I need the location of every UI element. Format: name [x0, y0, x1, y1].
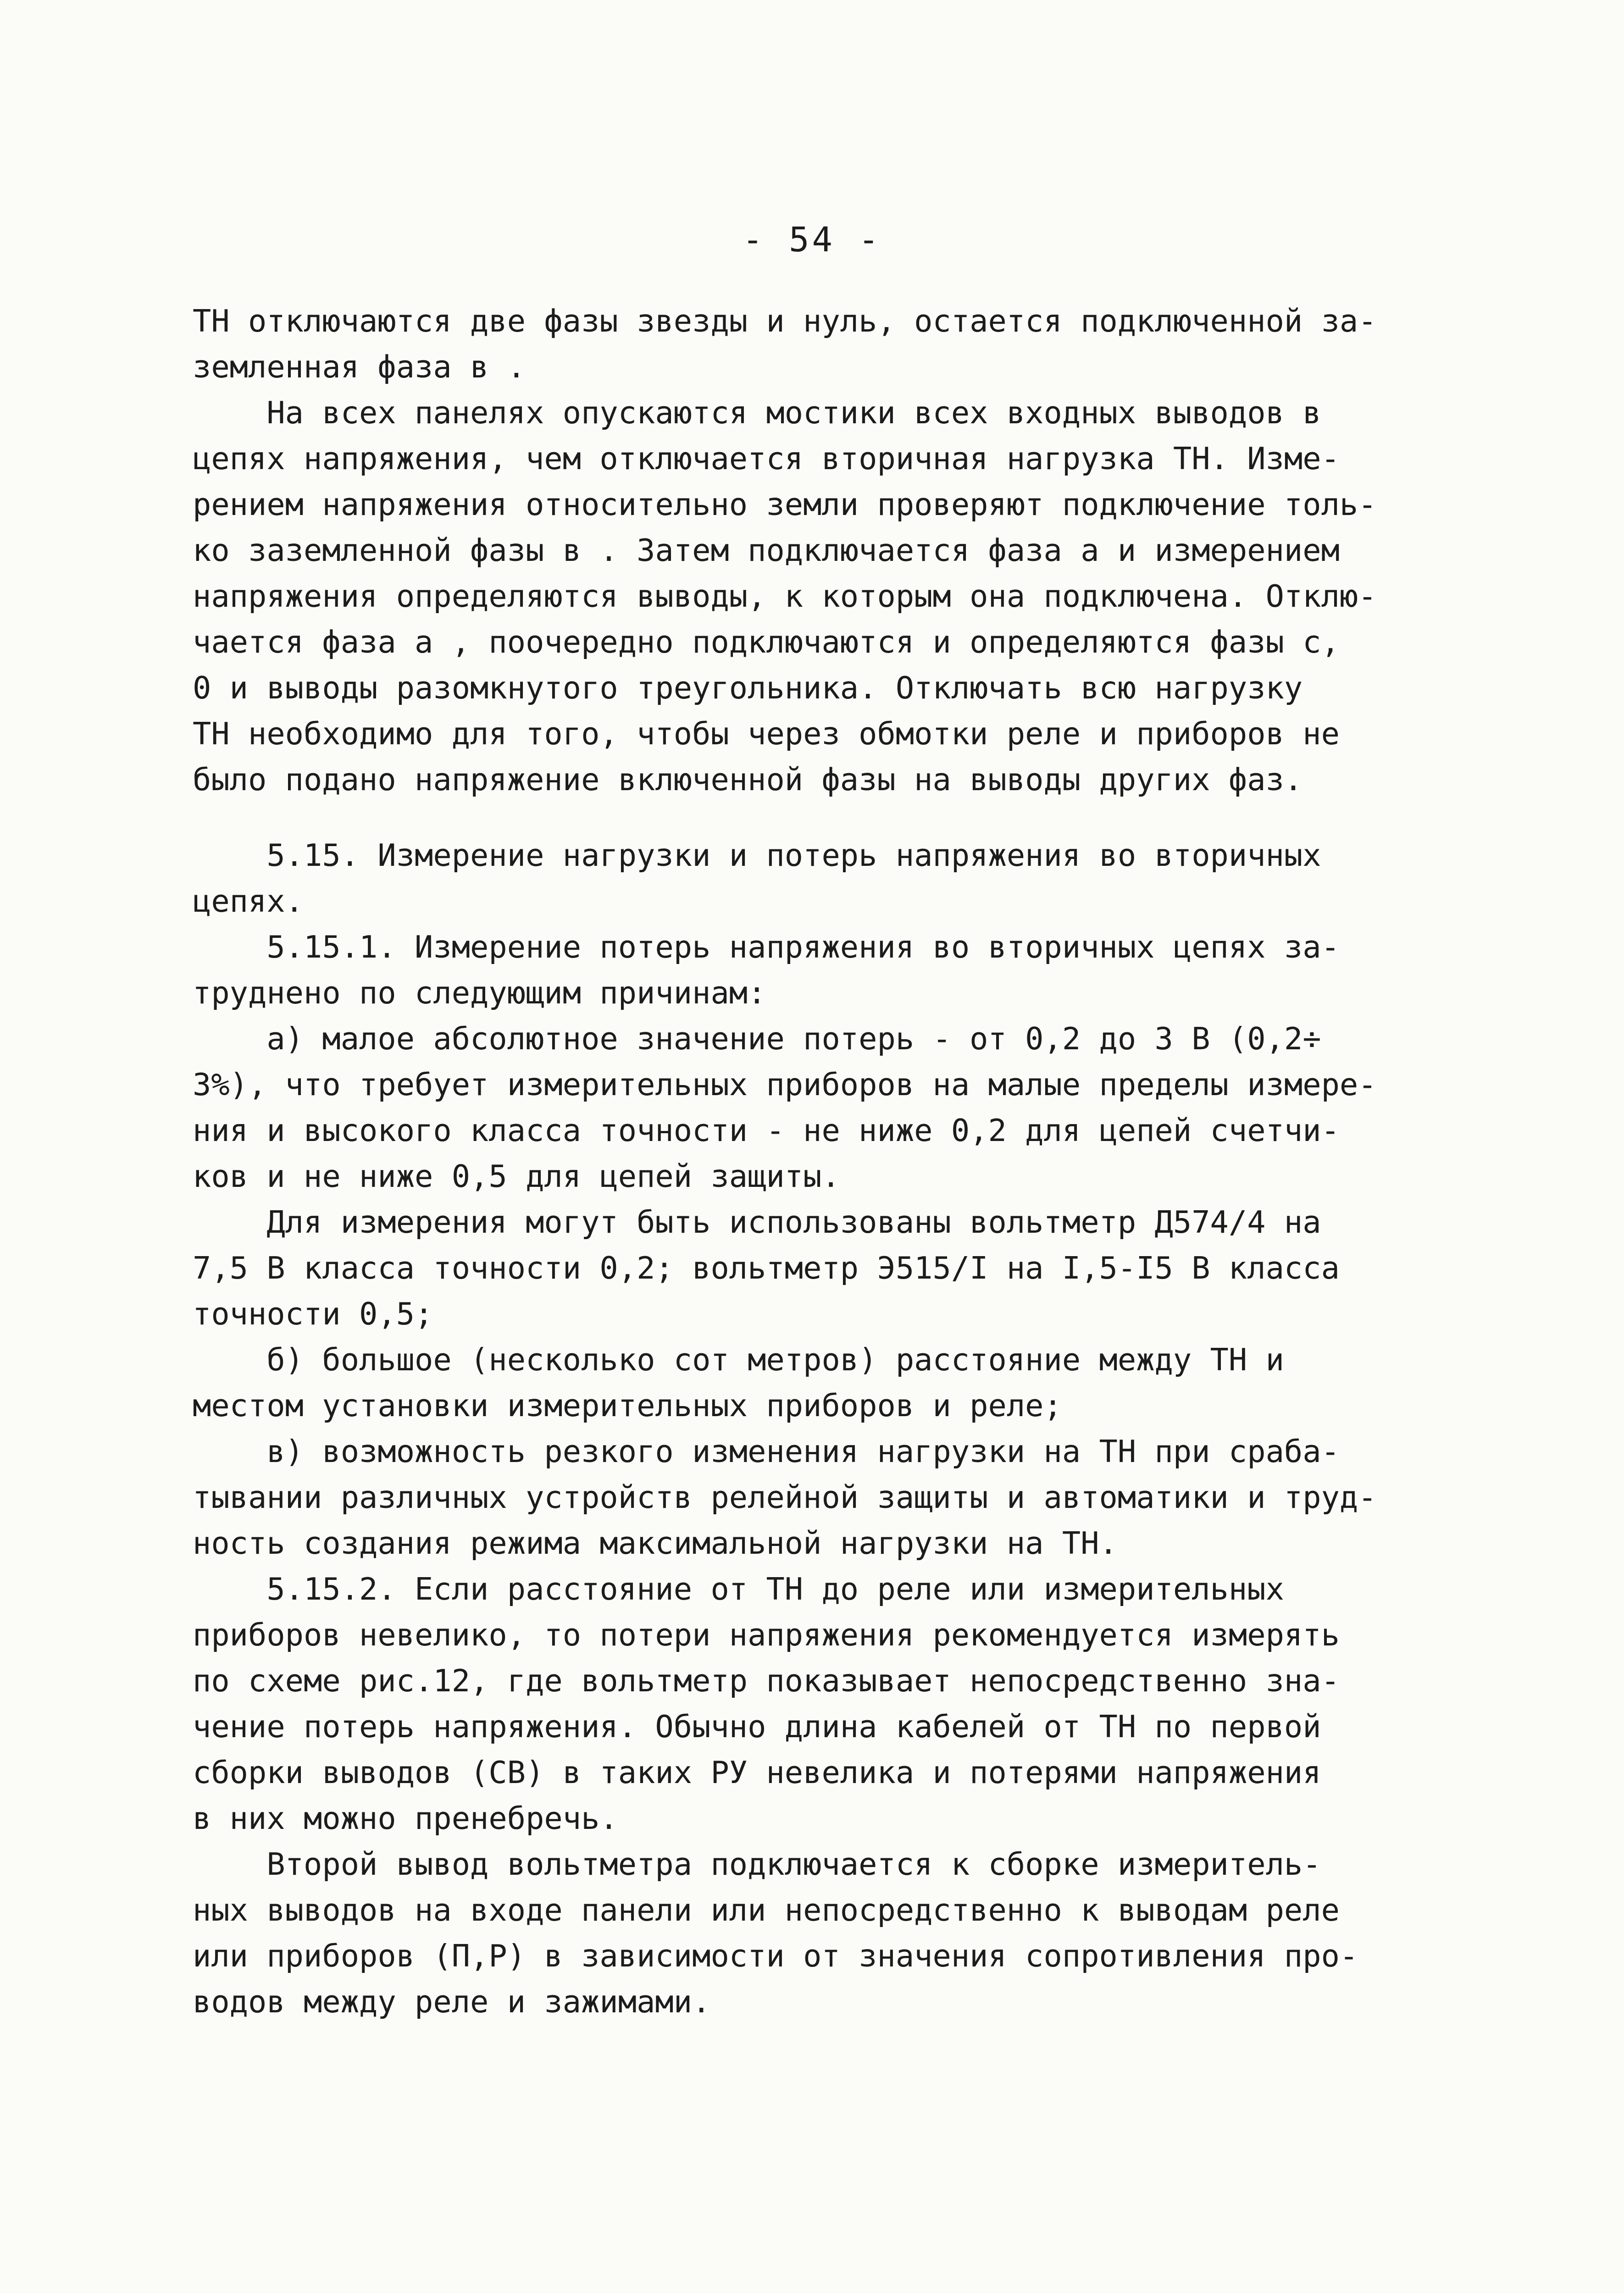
document-body: [193, 298, 1431, 2025]
text-line: земленная фаза в .: [193, 349, 526, 385]
page-number: - 54 -: [742, 220, 882, 260]
text-line: чается фаза а , поочередно подключаются и определяются фазы с,: [193, 624, 1340, 660]
text-line: местом установки измерительных приборов и реле;: [193, 1388, 1062, 1423]
text-line: ко заземленной фазы в . Затем подключается фаза а и измерением: [193, 532, 1340, 568]
text-line: 3%), что требует измерительных приборов на малые пределы измере-: [193, 1067, 1377, 1102]
text-line: ных выводов на входе панели или непосредственно к выводам реле: [193, 1892, 1340, 1928]
text-line: Для измерения могут быть использованы вольтметр Д574/4 на: [193, 1204, 1321, 1240]
text-line: по схеме рис.12, где вольтметр показывает непосредственно зна-: [193, 1663, 1340, 1699]
text-line: труднено по следующим причинам:: [193, 975, 766, 1011]
paragraph-gap: [193, 803, 1431, 832]
text-line: ность создания режима максимальной нагрузки на ТН.: [193, 1525, 1118, 1561]
section-heading-line: цепях.: [193, 883, 304, 919]
text-line: а) малое абсолютное значение потерь - от 0,2 до 3 В (0,2÷: [193, 1021, 1321, 1057]
section-heading-line: 5.15. Измерение нагрузки и потерь напряжения во вторичных: [193, 837, 1321, 873]
text-line: б) большое (несколько сот метров) расстояние между ТН и: [193, 1342, 1284, 1378]
text-line: 5.15.2. Если расстояние от ТН до реле или измерительных: [193, 1571, 1284, 1607]
text-line: напряжения определяются выводы, к которым она подключена. Отклю-: [193, 578, 1377, 614]
text-line: ния и высокого класса точности - не ниже 0,2 для цепей счетчи-: [193, 1113, 1340, 1148]
text-line: ТН отключаются две фазы звезды и нуль, остается подключенной за-: [193, 303, 1377, 339]
text-line: или приборов (П,Р) в зависимости от значения сопротивления про-: [193, 1938, 1358, 1974]
text-line: рением напряжения относительно земли проверяют подключение толь-: [193, 487, 1377, 522]
text-line: тывании различных устройств релейной защиты и автоматики и труд-: [193, 1479, 1377, 1515]
text-line: в них можно пренебречь.: [193, 1800, 618, 1836]
text-line: 5.15.1. Измерение потерь напряжения во вторичных цепях за-: [193, 929, 1340, 965]
text-line: цепях напряжения, чем отключается вторичная нагрузка ТН. Изме-: [193, 441, 1340, 476]
text-line: точности 0,5;: [193, 1296, 433, 1332]
text-line: чение потерь напряжения. Обычно длина кабелей от ТН по первой: [193, 1709, 1321, 1745]
text-line: водов между реле и зажимами.: [193, 1984, 711, 2020]
text-line: было подано напряжение включенной фазы на выводы других фаз.: [193, 762, 1303, 798]
text-line: ков и не ниже 0,5 для цепей защиты.: [193, 1158, 840, 1194]
text-line: На всех панелях опускаются мостики всех входных выводов в: [193, 395, 1321, 431]
text-line: 7,5 В класса точности 0,2; вольтметр Э515/I на I,5-I5 В класса: [193, 1250, 1340, 1286]
text-line: 0 и выводы разомкнутого треугольника. Отключать всю нагрузку: [193, 670, 1303, 706]
text-line: ТН необходимо для того, чтобы через обмотки реле и приборов не: [193, 716, 1340, 752]
text-line: Второй вывод вольтметра подключается к сборке измеритель-: [193, 1846, 1321, 1882]
text-line: приборов невелико, то потери напряжения рекомендуется измерять: [193, 1617, 1340, 1653]
text-line: сборки выводов (СВ) в таких РУ невелика и потерями напряжения: [193, 1755, 1321, 1790]
text-line: в) возможность резкого изменения нагрузки на ТН при сраба-: [193, 1434, 1340, 1469]
